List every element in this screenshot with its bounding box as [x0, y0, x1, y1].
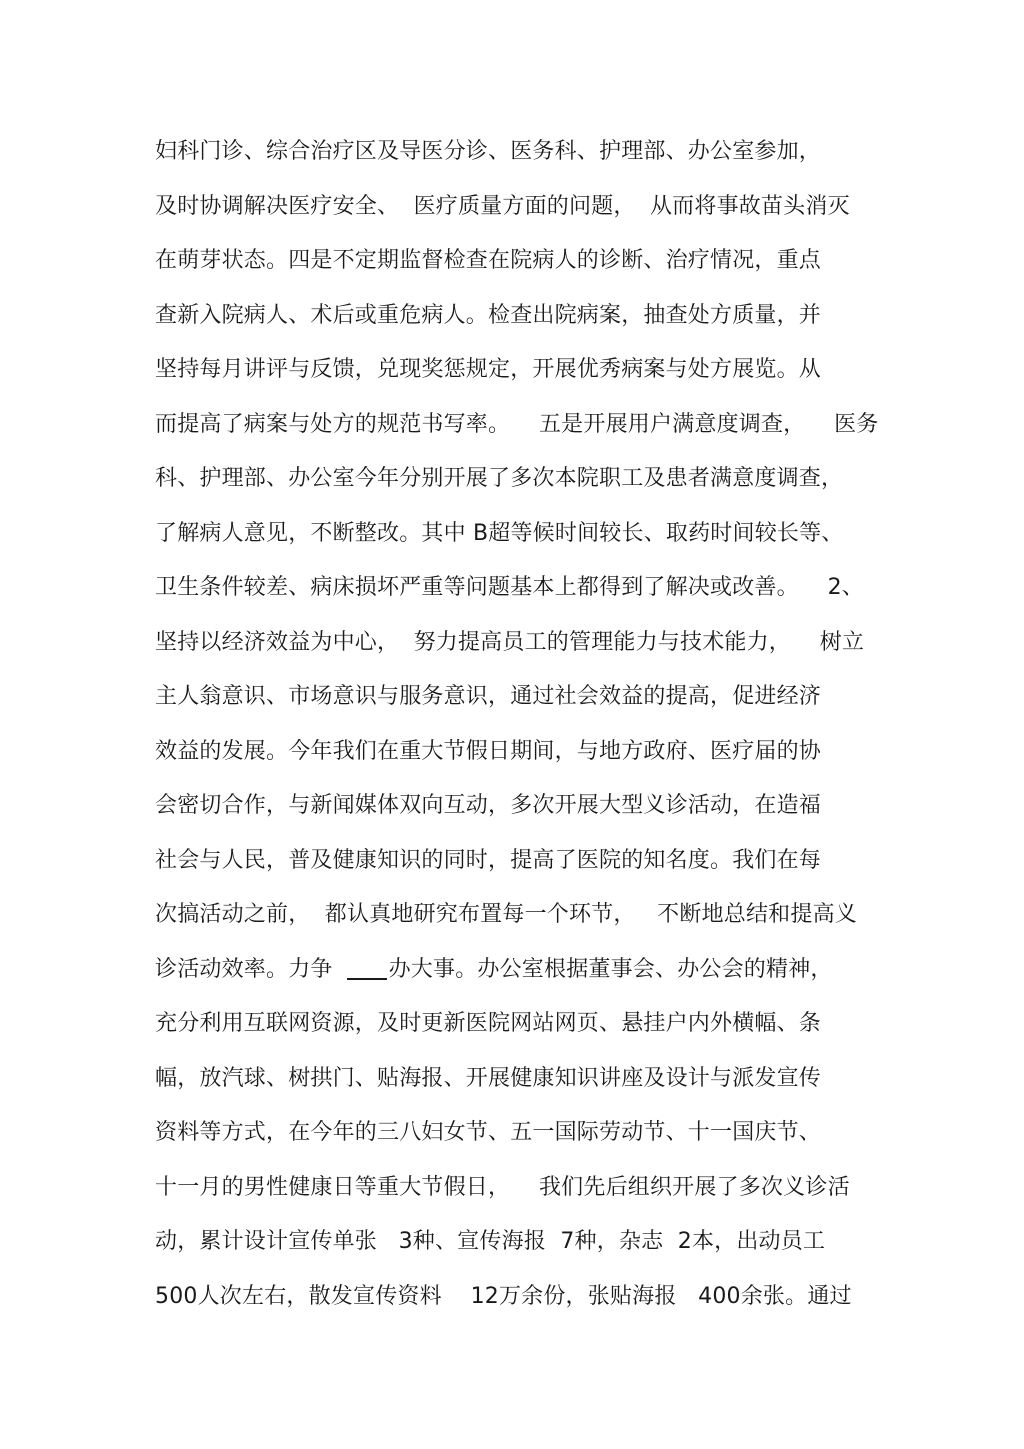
- text-line: 效益的发展。今年我们在重大节假日期间，与地方政府、医疗届的协: [155, 739, 822, 764]
- text-line: 主人翁意识、市场意识与服务意识，通过社会效益的提高，促进经济: [155, 684, 822, 709]
- text-line: 充分利用互联网资源，及时更新医院网站网页、悬挂户内外横幅、条: [155, 1011, 822, 1036]
- text-line: 了解病人意见，不断整改。其中 B超等候时间较长、取药时间较长等、: [155, 521, 844, 546]
- text-line: 而提高了病案与处方的规范书写率。 五是开展用户满意度调查， 医务: [155, 412, 879, 437]
- text-line: 及时协调解决医疗安全、 医疗质量方面的问题， 从而将事故苗头消灭: [155, 194, 850, 219]
- text-line: 科、护理部、办公室今年分别开展了多次本院职工及患者满意度调查，: [155, 466, 844, 491]
- text-segment: 诊活动效率。力争: [155, 957, 333, 982]
- text-line: 坚持以经济效益为中心， 努力提高员工的管理能力与技术能力， 树立: [155, 630, 865, 655]
- text-line: 十一月的男性健康日等重大节假日， 我们先后组织开展了多次义诊活: [155, 1175, 850, 1200]
- text-line: 次搞活动之前， 都认真地研究布置每一个环节， 不断地总结和提高义: [155, 902, 857, 927]
- text-line: 坚持每月讲评与反馈，兑现奖惩规定，开展优秀病案与处方展览。从: [155, 357, 822, 382]
- fill-in-blank: [347, 954, 387, 980]
- text-line: 妇科门诊、综合治疗区及导医分诊、医务科、护理部、办公室参加，: [155, 139, 822, 164]
- text-line: 资料等方式，在今年的三八妇女节、五一国际劳动节、十一国庆节、: [155, 1120, 822, 1145]
- text-line: 500人次左右，散发宣传资料 12万余份，张贴海报 400余张。通过: [155, 1284, 852, 1309]
- text-line: 幅，放汽球、树拱门、贴海报、开展健康知识讲座及设计与派发宣传: [155, 1066, 822, 1091]
- text-line: 社会与人民，普及健康知识的同时，提高了医院的知名度。我们在每: [155, 848, 822, 873]
- text-line: 动，累计设计宣传单张 3种、宣传海报 7种，杂志 2本，出动员工: [155, 1229, 826, 1254]
- text-segment: 办大事。办公室根据董事会、办公会的精神，: [388, 957, 833, 982]
- text-line-with-blank: [155, 950, 833, 990]
- text-line: 卫生条件较差、病床损坏严重等问题基本上都得到了解决或改善。 2、: [155, 575, 864, 600]
- text-line: 查新入院病人、术后或重危病人。检查出院病案，抽查处方质量，并: [155, 303, 822, 328]
- text-line: 会密切合作，与新闻媒体双向互动，多次开展大型义诊活动，在造福: [155, 793, 822, 818]
- text-line: 在萌芽状态。四是不定期监督检查在院病人的诊断、治疗情况，重点: [155, 248, 822, 273]
